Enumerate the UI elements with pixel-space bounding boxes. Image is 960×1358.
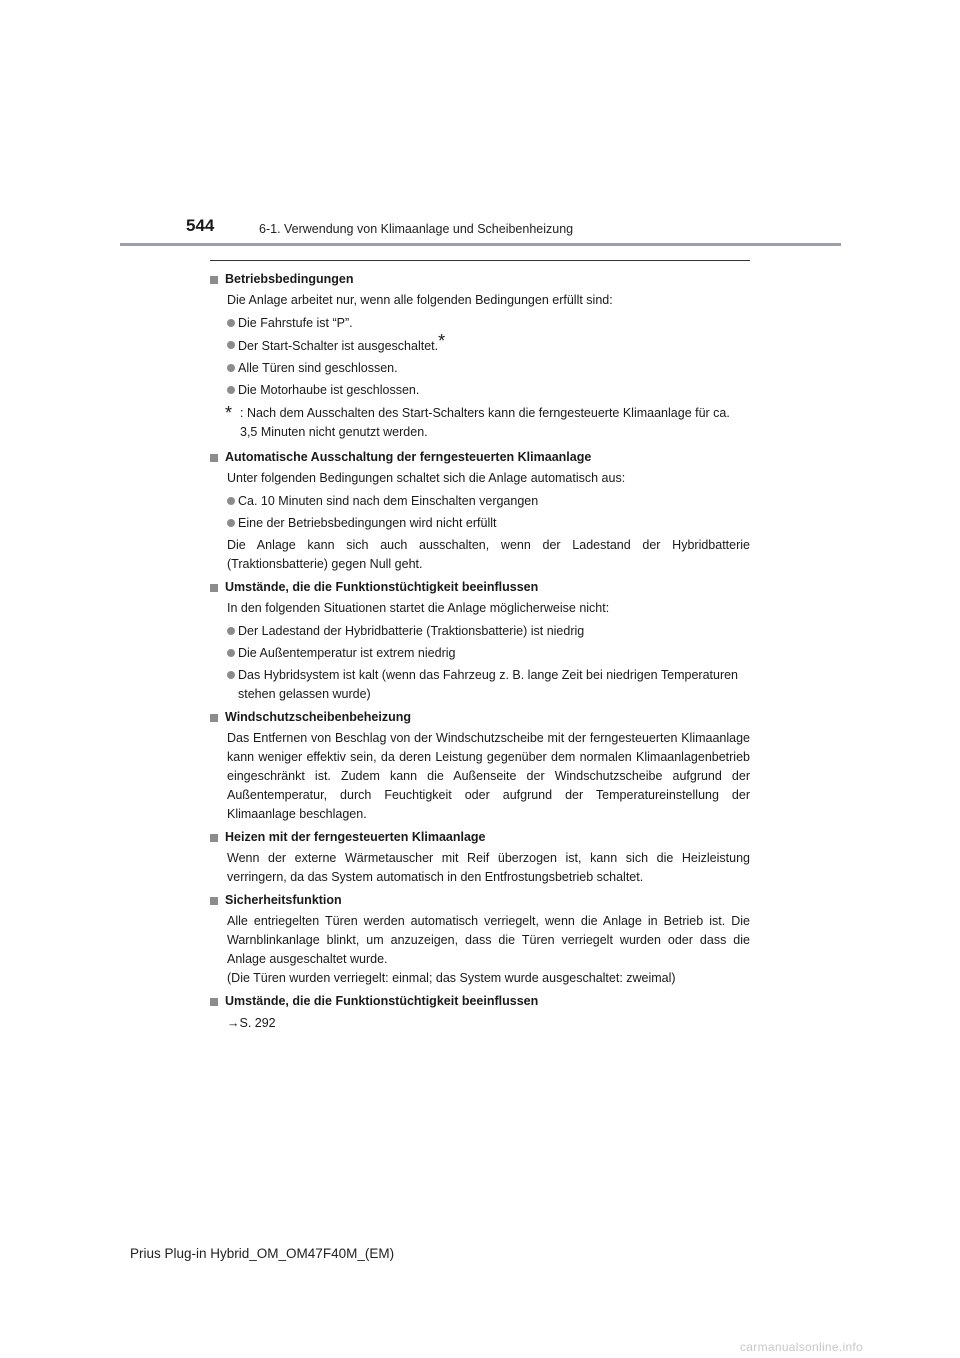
- list-item: Die Außentemperatur ist extrem niedrig: [227, 644, 750, 663]
- page-header: [0, 0, 960, 250]
- list-item: Die Fahrstufe ist “P”.: [227, 314, 750, 333]
- list-item: Der Ladestand der Hybridbatterie (Traktionsbatterie) ist niedrig: [227, 622, 750, 641]
- section-title: Betriebsbedingungen: [210, 270, 750, 289]
- footer-model: Prius Plug-in Hybrid_OM_OM47F40M_(EM): [130, 1246, 395, 1261]
- footnote: * : Nach dem Ausschalten des Start-Schalters kann die ferngesteuerte Klimaanlage für ca. 3,5 Minuten nicht genutzt werden.: [225, 403, 730, 439]
- section-text: Das Entfernen von Beschlag von der Windschutzscheibe mit der ferngesteuerten Klimaanlage kann weniger effektiv sein, da deren Leistung gegenüber dem normalen Klimaanlagenbetrieb eingeschränkt ist. Zudem kann die Außenseite der Windschutzscheibe aufgrund der Außentemperatur, durch Feuchtigkeit oder aufgrund der Temperatureinstellung der Klimaanlage beschlagen.: [227, 731, 750, 821]
- section-title: Umstände, die die Funktionstüchtigkeit beeinflussen: [210, 992, 750, 1011]
- circle-bullet-icon: [227, 319, 235, 327]
- list-item: Das Hybridsystem ist kalt (wenn das Fahrzeug z. B. lange Zeit bei niedrigen Temperaturen stehen gelassen wurde): [227, 666, 750, 704]
- section-title: Automatische Ausschaltung der ferngesteuerten Klimaanlage: [210, 448, 750, 467]
- square-bullet-icon: [210, 714, 218, 722]
- circle-bullet-icon: [227, 497, 235, 505]
- section-outro: Die Anlage kann sich auch ausschalten, wenn der Ladestand der Hybridbatterie (Traktionsbatterie) gegen Null geht.: [227, 538, 750, 571]
- section-text-2: (Die Türen wurden verriegelt: einmal; das System wurde ausgeschaltet: zweimal): [227, 971, 676, 985]
- chapter-title: 6-1. Verwendung von Klimaanlage und Scheibenheizung: [259, 222, 574, 236]
- section-heizen: [210, 828, 750, 887]
- content-divider: [210, 260, 750, 261]
- square-bullet-icon: [210, 834, 218, 842]
- square-bullet-icon: [210, 897, 218, 905]
- section-umstaende-ref: [210, 992, 750, 1033]
- list-item: Der Start-Schalter ist ausgeschaltet.*: [227, 336, 750, 356]
- page-content: [210, 260, 750, 1037]
- circle-bullet-icon: [227, 341, 235, 349]
- square-bullet-icon: [210, 276, 218, 284]
- list-item: Ca. 10 Minuten sind nach dem Einschalten vergangen: [227, 492, 750, 511]
- section-windschutzscheibenbeheizung: [210, 708, 750, 824]
- section-intro: In den folgenden Situationen startet die Anlage möglicherweise nicht:: [227, 601, 610, 615]
- circle-bullet-icon: [227, 386, 235, 394]
- section-title: Umstände, die die Funktionstüchtigkeit beeinflussen: [210, 578, 750, 597]
- section-sicherheitsfunktion: [210, 891, 750, 988]
- square-bullet-icon: [210, 454, 218, 462]
- square-bullet-icon: [210, 998, 218, 1006]
- circle-bullet-icon: [227, 671, 235, 679]
- section-title: Heizen mit der ferngesteuerten Klimaanlage: [210, 828, 750, 847]
- list-item: Alle Türen sind geschlossen.: [227, 359, 750, 378]
- page-number: 544: [186, 216, 215, 235]
- page-reference-link[interactable]: →S. 292: [227, 1016, 276, 1030]
- section-intro: Unter folgenden Bedingungen schaltet sich die Anlage automatisch aus:: [227, 471, 626, 485]
- section-text: Wenn der externe Wärmetauscher mit Reif überzogen ist, kann sich die Heizleistung verringern, da das System automatisch in den Entfrostungsbetrieb schaltet.: [227, 851, 750, 884]
- circle-bullet-icon: [227, 627, 235, 635]
- section-text: Alle entriegelten Türen werden automatisch verriegelt, wenn die Anlage in Betrieb ist. Die Warnblinkanlage blinkt, um anzuzeigen, dass die Türen verriegelt wurden oder dass die Anlage ausgeschaltet wurde.: [227, 914, 750, 966]
- list-item: Eine der Betriebsbedingungen wird nicht erfüllt: [227, 514, 750, 533]
- footnote-marker: *: [438, 331, 446, 351]
- square-bullet-icon: [210, 584, 218, 592]
- list-item: Die Motorhaube ist geschlossen.: [227, 381, 750, 400]
- circle-bullet-icon: [227, 649, 235, 657]
- section-automatische-ausschaltung: [210, 448, 750, 574]
- section-umstaende: [210, 578, 750, 704]
- watermark: carmanualsonline.info: [740, 1340, 864, 1354]
- section-betriebsbedingungen: [210, 270, 750, 442]
- header-divider: [120, 243, 841, 246]
- section-title: Windschutzscheibenbeheizung: [210, 708, 750, 727]
- circle-bullet-icon: [227, 364, 235, 372]
- footnote-marker: *: [225, 403, 233, 423]
- section-intro: Die Anlage arbeitet nur, wenn alle folgenden Bedingungen erfüllt sind:: [227, 293, 613, 307]
- section-title: Sicherheitsfunktion: [210, 891, 750, 910]
- circle-bullet-icon: [227, 519, 235, 527]
